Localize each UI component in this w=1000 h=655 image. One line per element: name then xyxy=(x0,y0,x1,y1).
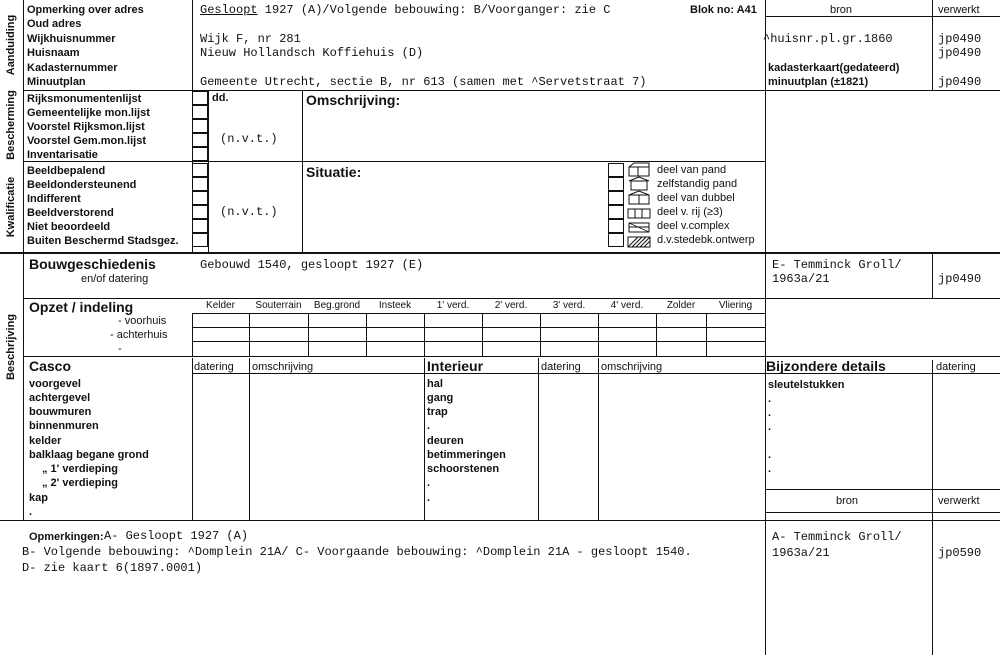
bijzondere-bron-header: bron xyxy=(836,495,859,507)
section-aanduiding: Aanduiding xyxy=(5,14,17,76)
aanduiding-bottom xyxy=(23,90,1000,91)
bijzondere-item-sleutelstukken: sleutelstukken xyxy=(768,379,845,391)
situatie-checkbox-6[interactable] xyxy=(608,233,624,247)
casco-item-balklaag: balklaag begane grond xyxy=(29,449,149,461)
opzet-col-4-verd: 4' verd. xyxy=(610,300,644,311)
bescherming-item-voorstel-gem: Voorstel Gem.mon.lijst xyxy=(27,135,146,147)
legend-deel-van-pand: deel van pand xyxy=(657,164,727,176)
bijzondere-bron-top xyxy=(765,489,1000,490)
field-label-oud-adres: Oud adres xyxy=(27,18,82,30)
bron-entry-kadasterkaart: kadasterkaart(gedateerd) xyxy=(768,62,900,74)
opzet-col-line-8 xyxy=(656,313,657,356)
interieur-left xyxy=(424,358,425,520)
opmerking-gesloopt: Gesloopt xyxy=(200,3,258,17)
section-beschrijving: Beschrijving xyxy=(5,313,17,381)
section-label-divider xyxy=(23,0,24,520)
kwalificatie-checkbox-1[interactable] xyxy=(192,163,208,177)
interieur-item-dot-3: . xyxy=(427,492,431,504)
casco-item-kelder: kelder xyxy=(29,435,62,447)
interieur-item-dot-1: . xyxy=(427,420,431,432)
opzet-bottom xyxy=(23,356,765,357)
bijzondere-header-line xyxy=(765,373,1000,374)
opzet-col-line-5 xyxy=(482,313,483,356)
interieur-item-gang: gang xyxy=(427,392,454,404)
opzet-col-line-9 xyxy=(706,313,707,356)
opzet-col-3-verd: 3' verd. xyxy=(552,300,586,311)
situatie-label: Situatie: xyxy=(306,164,362,180)
casco-title: Casco xyxy=(29,358,72,374)
deel-v-rij-icon xyxy=(628,209,650,218)
deel-van-pand-icon xyxy=(629,163,649,176)
opmerkingen-bron-2: 1963a/21 xyxy=(772,546,830,560)
opzet-title: Opzet / indeling xyxy=(29,299,134,315)
deel-van-dubbel-icon xyxy=(629,191,649,204)
opzet-col-souterrain: Souterrain xyxy=(255,300,302,311)
blok-number: Blok no: A41 xyxy=(690,4,757,16)
bijzondere-datering-header: datering xyxy=(936,361,976,373)
opmerkingen-line-1: A- Gesloopt 1927 (A) xyxy=(104,529,249,543)
opmerking-value xyxy=(200,3,610,17)
opmerkingen-bron-1: A- Temminck Groll/ xyxy=(772,530,902,544)
bijzondere-verwerkt-header: verwerkt xyxy=(938,495,980,507)
verwerkt-entry-3: jp0490 xyxy=(938,75,982,89)
kwalificatie-bottom xyxy=(0,252,1000,254)
casco-datering-left xyxy=(192,358,193,520)
bijzondere-item-dot-3: . xyxy=(768,421,772,433)
opmerkingen-line-2: B- Volgende bebouwing: ^Domplein 21A/ C- Voorgaande bebouwing: ^Domplein 21A - gesloopt 1540. xyxy=(22,545,692,559)
dd-label: dd. xyxy=(212,92,229,104)
interieur-title: Interieur xyxy=(427,358,484,374)
field-label-opmerking: Opmerking over adres xyxy=(27,4,144,16)
situatie-checkbox-3[interactable] xyxy=(608,191,624,205)
beschrijving-bottom xyxy=(0,520,765,521)
bijzondere-item-dot-2: . xyxy=(768,407,772,419)
deel-v-complex-icon xyxy=(629,223,649,232)
interieur-item-deuren: deuren xyxy=(427,435,464,447)
bijzondere-item-dot-4: . xyxy=(768,449,772,461)
opzet-row-achterhuis: - achterhuis xyxy=(110,329,168,341)
zelfstandig-pand-icon xyxy=(629,177,649,190)
opzet-col-line-4 xyxy=(424,313,425,356)
nvt-column-divider xyxy=(302,90,303,252)
bron-entry-minuutplan: minuutplan (±1821) xyxy=(768,76,869,88)
casco-item-dot: . xyxy=(29,506,33,518)
casco-item-kap: kap xyxy=(29,492,48,504)
bescherming-checkbox-3[interactable] xyxy=(192,119,208,133)
minuutplan-value: Gemeente Utrecht, sectie B, nr 613 (samen met ^Servetstraat 7) xyxy=(200,75,647,89)
opzet-row-empty: - xyxy=(118,343,122,355)
opzet-col-2-verd: 2' verd. xyxy=(494,300,528,311)
opmerking-rest: 1927 (A)/Volgende bebouwing: B/Voorganger: zie C xyxy=(257,3,611,17)
bescherming-item-inventarisatie: Inventarisatie xyxy=(27,149,98,161)
situatie-checkbox-2[interactable] xyxy=(608,177,624,191)
bijzondere-item-dot-1: . xyxy=(768,393,772,405)
casco-item-2-verdieping: „ 2' verdieping xyxy=(42,477,118,489)
kwalificatie-item-indifferent: Indifferent xyxy=(27,193,81,205)
checkbox-column-divider xyxy=(208,90,209,252)
opzet-col-zolder: Zolder xyxy=(666,300,696,311)
interieur-item-trap: trap xyxy=(427,406,448,418)
kwalificatie-checkbox-2[interactable] xyxy=(192,177,208,191)
field-label-wijkhuisnummer: Wijkhuisnummer xyxy=(27,33,116,45)
kwalificatie-item-beeldondersteunend: Beeldondersteunend xyxy=(27,179,137,191)
bouwgeschiedenis-title: Bouwgeschiedenis xyxy=(29,256,156,272)
bescherming-checkbox-1[interactable] xyxy=(192,91,208,105)
bouwgeschiedenis-value: Gebouwd 1540, gesloopt 1927 (E) xyxy=(200,258,424,272)
opzet-col-line-1 xyxy=(249,313,250,356)
verwerkt-entry-2: jp0490 xyxy=(938,46,982,60)
legend-deel-v-rij: deel v. rij (≥3) xyxy=(657,206,723,218)
bijzondere-bron-bottom xyxy=(765,512,1000,513)
bron-entry-huisnr: ^huisnr.pl.gr.1860 xyxy=(763,32,893,46)
kwalificatie-checkbox-4[interactable] xyxy=(192,205,208,219)
verwerkt-column-divider-top xyxy=(932,0,933,90)
verwerkt-header: verwerkt xyxy=(938,4,980,16)
interieur-item-dot-2: . xyxy=(427,477,431,489)
casco-item-bouwmuren: bouwmuren xyxy=(29,406,92,418)
huisnaam-value: Nieuw Hollandsch Koffiehuis (D) xyxy=(200,46,424,60)
opzet-col-line-0 xyxy=(192,313,193,356)
interieur-datering-left xyxy=(538,358,539,520)
casco-item-voorgevel: voorgevel xyxy=(29,378,81,390)
opzet-col-line-2 xyxy=(308,313,309,356)
legend-stedebk-ontwerp: d.v.stedebk.ontwerp xyxy=(657,234,755,246)
bescherming-checkbox-2[interactable] xyxy=(192,105,208,119)
wijkhuisnummer-value: Wijk F, nr 281 xyxy=(200,32,301,46)
bescherming-checkbox-5[interactable] xyxy=(192,147,208,161)
kwalificatie-checkbox-5[interactable] xyxy=(192,219,208,233)
field-label-minuutplan: Minuutplan xyxy=(27,76,86,88)
bijzondere-title: Bijzondere details xyxy=(766,358,886,374)
field-label-huisnaam: Huisnaam xyxy=(27,47,80,59)
situatie-checkbox-5[interactable] xyxy=(608,219,624,233)
casco-omschrijving-header: omschrijving xyxy=(252,361,314,373)
opzet-col-insteek: Insteek xyxy=(378,300,412,311)
situatie-checkbox-1[interactable] xyxy=(608,163,624,177)
opzet-row-line-3 xyxy=(192,341,765,342)
section-bescherming: Bescherming xyxy=(5,90,17,160)
interieur-datering-header: datering xyxy=(541,361,581,373)
kwalificatie-item-beeldbepalend: Beeldbepalend xyxy=(27,165,106,177)
legend-zelfstandig-pand: zelfstandig pand xyxy=(657,178,738,190)
opmerkingen-label: Opmerkingen: xyxy=(29,531,104,543)
verwerkt-column-divider-bottom xyxy=(932,360,933,655)
casco-omschrijving-left xyxy=(249,358,250,520)
kwalificatie-item-buiten-beschermd: Buiten Beschermd Stadsgez. xyxy=(27,235,179,247)
interieur-item-betimmeringen: betimmeringen xyxy=(427,449,506,461)
field-label-kadasternummer: Kadasternummer xyxy=(27,62,118,74)
bouw-bottom xyxy=(23,298,1000,299)
opmerkingen-bron-top xyxy=(765,520,1000,521)
bescherming-item-voorstel-rijksmon: Voorstel Rijksmon.lijst xyxy=(27,121,145,133)
opmerkingen-verwerkt: jp0590 xyxy=(938,546,982,560)
opzet-col-1-verd: 1' verd. xyxy=(436,300,470,311)
verwerkt-entry-1: jp0490 xyxy=(938,32,982,46)
opzet-col-line-3 xyxy=(366,313,367,356)
bron-header: bron xyxy=(830,4,853,16)
bouwgeschiedenis-bron-1: E- Temminck Groll/ xyxy=(772,258,902,272)
kwalificatie-item-niet-beoordeeld: Niet beoordeeld xyxy=(27,221,111,233)
kwalificatie-nvt: (n.v.t.) xyxy=(220,205,278,219)
omschrijving-label: Omschrijving: xyxy=(306,92,401,108)
opzet-col-kelder: Kelder xyxy=(206,300,235,311)
interieur-omschrijving-header: omschrijving xyxy=(601,361,663,373)
bijzondere-item-dot-5: . xyxy=(768,463,772,475)
interieur-item-hal: hal xyxy=(427,378,443,390)
bescherming-nvt: (n.v.t.) xyxy=(220,132,278,146)
kwalificatie-checkbox-3[interactable] xyxy=(192,191,208,205)
kwalificatie-item-beeldverstorend: Beeldverstorend xyxy=(27,207,114,219)
legend-deel-van-dubbel: deel van dubbel xyxy=(657,192,735,204)
opzet-col-vliering: Vliering xyxy=(718,300,753,311)
opzet-col-line-7 xyxy=(598,313,599,356)
kwalificatie-checkbox-6[interactable] xyxy=(192,233,208,247)
bescherming-checkbox-4[interactable] xyxy=(192,133,208,147)
casco-item-achtergevel: achtergevel xyxy=(29,392,91,404)
legend-deel-v-complex: deel v.complex xyxy=(657,220,730,232)
stedebk-ontwerp-icon xyxy=(628,237,650,247)
opzet-row-line-2 xyxy=(192,327,765,328)
situatie-checkbox-4[interactable] xyxy=(608,205,624,219)
opmerkingen-line-3: D- zie kaart 6(1897.0001) xyxy=(22,561,203,575)
bron-column-divider xyxy=(765,0,766,655)
bouwgeschiedenis-bron-2: 1963a/21 xyxy=(772,272,830,286)
verwerkt-column-divider-bouw xyxy=(932,252,933,298)
situatie-building-icons xyxy=(626,162,654,250)
opzet-row-line-1 xyxy=(192,313,765,314)
casco-item-binnenmuren: binnenmuren xyxy=(29,420,99,432)
bescherming-item-rijksmonumentenlijst: Rijksmonumentenlijst xyxy=(27,93,142,105)
bouwgeschiedenis-subtitle: en/of datering xyxy=(81,273,149,285)
interieur-omschrijving-left xyxy=(598,358,599,520)
bescherming-item-gemeentelijke: Gemeentelijke mon.lijst xyxy=(27,107,150,119)
bouwgeschiedenis-verwerkt: jp0490 xyxy=(938,272,982,286)
section-kwalificatie: Kwalificatie xyxy=(5,176,17,238)
opzet-row-voorhuis: - voorhuis xyxy=(118,315,167,327)
opzet-col-line-6 xyxy=(540,313,541,356)
casco-item-1-verdieping: „ 1' verdieping xyxy=(42,463,118,475)
opzet-col-beg-grond: Beg.grond xyxy=(313,300,361,311)
bijzondere-top xyxy=(765,356,1000,357)
interieur-item-schoorstenen: schoorstenen xyxy=(427,463,500,475)
casco-datering-header: datering xyxy=(194,361,234,373)
